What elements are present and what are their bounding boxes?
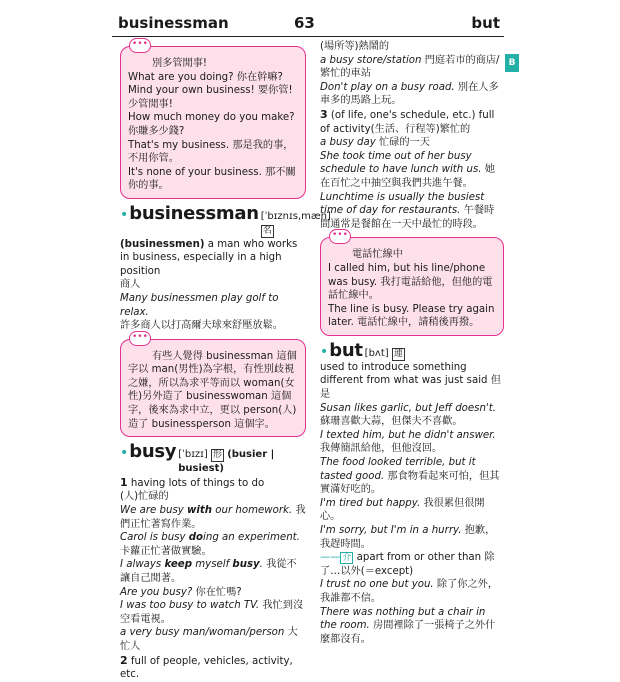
page-header [112, 10, 504, 34]
thumb-index-tab: B [505, 54, 519, 72]
example [320, 606, 504, 647]
example-en: Susan likes garlic, but Jeff doesn't. [320, 402, 496, 414]
example [120, 586, 306, 600]
part-of-speech: 名 [262, 225, 272, 236]
example-en: I trust no one but you. [320, 579, 434, 591]
sense-zh: (生活、行程等)繁忙的 [370, 123, 471, 135]
example-zh: 門庭若市的商店/繁忙的車站 [320, 54, 500, 80]
definition [120, 238, 306, 279]
example-zh: 別在人多車多的馬路上玩。 [320, 81, 499, 107]
part-of-speech: 形 [213, 450, 223, 461]
example [320, 456, 504, 497]
example-en: I was too busy to watch TV. [120, 600, 260, 612]
sense-prep [320, 551, 504, 578]
example-zh: 我們正忙著寫作業。 [120, 505, 306, 530]
example-en: myself [192, 559, 233, 571]
example [120, 504, 306, 531]
example-en: We are busy [120, 505, 188, 517]
sense-text: full of people, vehicles, activity, etc. [120, 655, 293, 681]
pronunciation-text: [bʌt] [364, 347, 389, 359]
sense-dash: —— [320, 552, 341, 564]
example-zh: 我從不讓自己閒著。 [120, 559, 297, 584]
headword: busy [129, 441, 177, 463]
example [320, 578, 504, 605]
example [320, 524, 504, 551]
headword: but [329, 339, 363, 361]
example-en: . [259, 559, 263, 571]
example-zh: 除了你之外，我誰都不信。 [320, 579, 499, 604]
example-zh: 忙碌的一天 [378, 137, 430, 149]
example [120, 626, 306, 653]
example [320, 54, 504, 81]
entry-busy [120, 441, 306, 682]
usage-note-line: 有些人覺得 businessman 這個字以 man(男性)為字根，有性別歧視之嫌，所以為求平等而以 woman(女性)另外造了 businesswoman 這個字，後來為求中立，更以 person(人)造了 businessperson 這個字。 [128, 350, 297, 430]
usage-note-line: It's none of your business. 那不關你的事。 [128, 166, 296, 192]
example [120, 531, 306, 558]
entry-businessman [120, 202, 331, 333]
sense-number: 1 [120, 475, 128, 489]
example-zh: 大忙人 [120, 627, 298, 652]
example-zh: 我忙到沒空看電視。 [120, 600, 304, 625]
example-collocation: busy [232, 559, 260, 571]
example-zh: 抱歉，我趕時間。 [320, 525, 496, 550]
sense-zh: (人)忙碌的 [120, 491, 169, 503]
entry-but [320, 339, 504, 646]
sense-number: 2 [120, 653, 128, 667]
right-column [320, 40, 504, 646]
example [320, 81, 504, 108]
example-zh: 我傳簡訊給他，但他沒回。 [320, 443, 443, 455]
example [320, 136, 504, 150]
header-rule [112, 36, 504, 37]
usage-note-line: That's my business. 那是我的事，不用你管。 [128, 139, 294, 165]
example [320, 191, 504, 232]
example-zh: 午餐時間通常是餐館在一天中最忙的時段。 [320, 205, 495, 230]
usage-note-title: 電話忙線中 [352, 249, 403, 261]
sense-2 [120, 654, 306, 682]
entry-bullet-icon: • [120, 445, 129, 462]
example-en: Many businessmen play golf to relax. [120, 292, 279, 318]
example-collocation: keep [164, 559, 192, 571]
example-en: a very busy man/woman/person [120, 627, 285, 639]
guide-word-right: but [471, 14, 500, 32]
example-en: I always [120, 559, 165, 571]
definition-text: a man who works in business, especially in a high position [120, 238, 298, 277]
sense-text: having lots of things to do [127, 477, 265, 489]
example-en: The food looked terrible, but it tasted good. [320, 457, 476, 482]
page-number: 63 [294, 14, 315, 32]
plural-form: (businessmen) [120, 238, 205, 250]
headword: businessman [129, 202, 259, 224]
usage-note-line: Mind your own business! 要你管!少管閒事! [128, 85, 293, 110]
example-zh: 房間裡除了一張椅子之外什麼都沒有。 [320, 620, 496, 645]
example-en: I texted him, but he didn't answer. [320, 429, 496, 441]
entry-bullet-icon: • [320, 343, 329, 360]
pronunciation-text: [ˈbɪznɪs,mæn] [260, 210, 331, 222]
sense-text: apart from or other than [353, 552, 482, 564]
entry-head [320, 339, 504, 361]
entry-head [120, 441, 306, 476]
example-zh: 那食物看起來可怕，但其實滿好吃的。 [320, 470, 500, 496]
example-en: Carol is busy [120, 532, 189, 544]
inflections: (busier | busiest) [178, 449, 275, 475]
example [120, 292, 306, 319]
left-column [120, 40, 331, 682]
example-collocation: do [188, 532, 204, 544]
example-en: our homework. [212, 505, 293, 517]
example-zh: 你在忙嗎? [195, 586, 242, 598]
example-en: Don't play on a busy road. [320, 81, 455, 93]
example-en: I'm sorry, but I'm in a hurry. [320, 525, 462, 536]
usage-note-line: How much money do you make? 你賺多少錢? [128, 112, 295, 137]
example-en: She took time out of her busy schedule to have lunch with us. [320, 150, 482, 176]
entry-bullet-icon: • [120, 206, 129, 223]
usage-note-line: What are you doing? 你在幹嘛? [128, 71, 283, 83]
example-en: Lunchtime is usually the busiest time of day for restaurants. [320, 191, 485, 217]
example-en: ing an experiment. [203, 532, 300, 544]
speech-bubble-icon [129, 331, 151, 346]
part-of-speech: 連 [393, 348, 403, 359]
part-of-speech: 介 [342, 553, 352, 564]
example [120, 599, 306, 626]
example-zh: 我很累但很開心。 [320, 497, 485, 523]
usage-note-box [120, 46, 306, 199]
sense-text: (of life, one's schedule, etc.) full of activity [320, 109, 495, 135]
definition-zh: 商人 [120, 279, 141, 291]
example-zh: 蘇珊喜歡大蒜，但傑夫不喜歡。 [320, 416, 463, 428]
example-en: There was nothing but a chair in the room. [320, 606, 486, 632]
sense-number: 3 [320, 107, 328, 121]
sense-zh: (場所等)熱鬧的 [320, 41, 390, 52]
example-zh: 許多商人以打高爾夫球來舒壓放鬆。 [120, 320, 283, 332]
example-en: Are you busy? [120, 586, 193, 598]
example-en: a busy day [320, 137, 376, 149]
example [320, 497, 504, 524]
usage-note-line: I called him, but his line/phone was busy. 我打電話給他，但他的電話忙線中。 [328, 262, 493, 302]
pronunciation [178, 448, 306, 476]
example [320, 402, 504, 429]
example-en: I'm tired but happy. [320, 497, 421, 509]
speech-bubble-icon [329, 229, 351, 244]
definition-zh: 但是 [320, 375, 501, 401]
usage-note-box [320, 237, 504, 336]
example-zh: 她在百忙之中抽空與我們共進午餐。 [320, 164, 495, 189]
entry-head [120, 202, 331, 238]
usage-note-line: The line is busy. Please try again later. 電話忙線中，請稍後再撥。 [328, 303, 495, 329]
sense-1 [120, 476, 306, 491]
usage-note-box [120, 339, 306, 438]
sense-zh: 除了…以外(＝except) [320, 552, 495, 577]
pronunciation [365, 347, 405, 361]
definition-text: used to introduce something different from what was just said [320, 361, 488, 387]
example [320, 429, 504, 456]
example [120, 558, 306, 585]
example-collocation: with [187, 505, 213, 517]
sense-3 [320, 108, 504, 136]
example-en: a busy store/station [320, 54, 422, 66]
example [320, 150, 504, 191]
example-zh: 卡蘿正忙著做實驗。 [120, 545, 212, 557]
pronunciation-text: [ˈbɪzɪ] [178, 449, 208, 461]
definition [320, 361, 504, 402]
usage-note-title: 別多管閒事! [152, 58, 208, 69]
guide-word-left: businessman [118, 14, 229, 32]
speech-bubble-icon [129, 38, 151, 53]
